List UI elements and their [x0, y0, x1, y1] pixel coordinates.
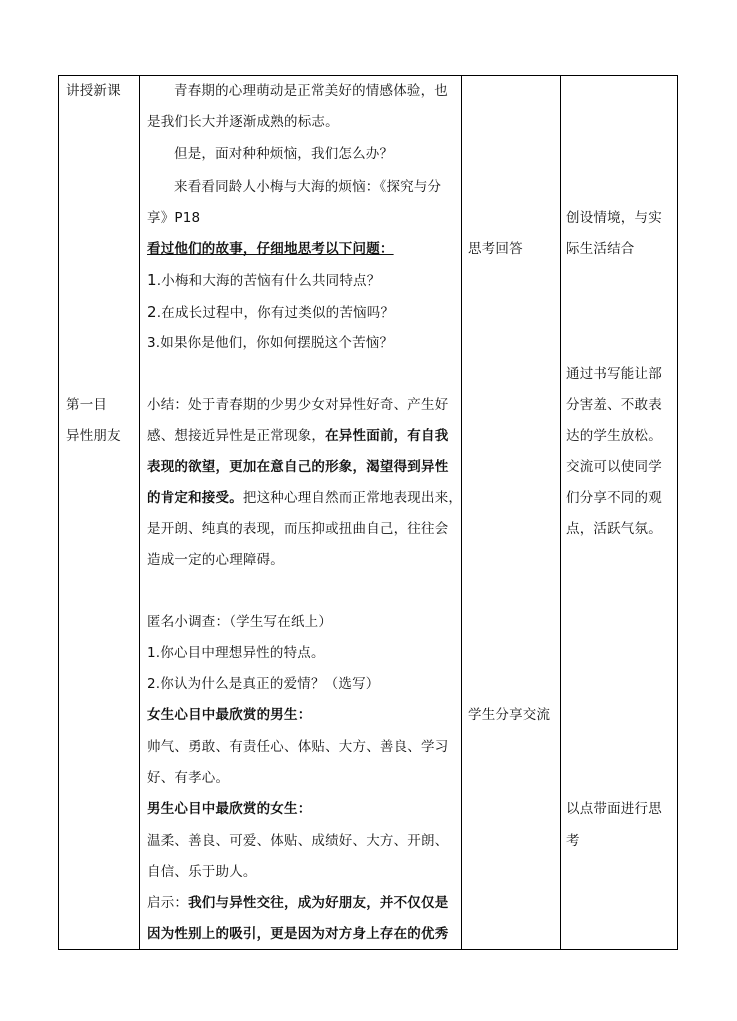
- insight-line: [147, 888, 448, 919]
- summary-text: 把这种心理自然而正常地表现出来，: [242, 490, 463, 506]
- question-1: [147, 265, 380, 297]
- question-2-number: 2: [147, 303, 157, 321]
- girls-answer-line: 帅气、勇敢、有责任心、体贴、大方、善良、学习: [147, 739, 449, 755]
- survey-question-1: 1.你心目中理想异性的特点。: [147, 645, 325, 661]
- design-intent-line: 际生活结合: [566, 241, 635, 257]
- summary-bold-text: 的肯定和接受。: [147, 490, 243, 506]
- insight-label: 启示：: [147, 895, 189, 911]
- question-2-text: .在成长过程中，你有过类似的苦恼吗？: [156, 305, 395, 321]
- design-intent-line: 创设情境，与实: [566, 210, 662, 226]
- question-2: [147, 297, 394, 329]
- summary-line: [147, 483, 462, 514]
- question-1-number: 1: [147, 271, 157, 289]
- question-3: 3.如果你是他们，你如何摆脱这个苦恼？: [147, 335, 394, 351]
- design-intent-line: 达的学生放松。: [566, 428, 662, 444]
- girls-answer-line: 好、有孝心。: [147, 770, 230, 786]
- design-intent-line: 通过书写能让部: [566, 366, 662, 382]
- boys-heading: 男生心目中最欣赏的女生：: [147, 801, 312, 817]
- survey-title: 匿名小调查：（学生写在纸上）: [147, 614, 333, 630]
- paragraph-line: 来看看同龄人小梅与大海的烦恼：《探究与分: [174, 179, 442, 195]
- summary-line: 表现的欲望，更加在意自己的形象，渴望得到异性: [147, 459, 449, 475]
- student-activity-2: 学生分享交流: [468, 707, 551, 723]
- section-label-topic-line2: 异性朋友: [66, 428, 121, 444]
- column-divider-1: [139, 76, 140, 949]
- column-divider-3: [560, 76, 561, 949]
- paragraph-line: 享》P18: [147, 210, 201, 226]
- design-intent-line: 分害羞、不敢表: [566, 397, 662, 413]
- insight-line: 因为性别上的吸引，更是因为对方身上存在的优秀: [147, 926, 449, 942]
- summary-line: 造成一定的心理障碍。: [147, 552, 284, 568]
- paragraph-line: 青春期的心理萌动是正常美好的情感体验，也: [174, 83, 448, 99]
- design-intent-line: 交流可以使同学: [566, 459, 662, 475]
- boys-answer-line: 温柔、善良、可爱、体贴、成绩好、大方、开朗、: [147, 833, 449, 849]
- insight-bold-text: 我们与异性交往，成为好朋友，并不仅仅是: [188, 895, 449, 911]
- section-label-topic-line1: 第一目: [66, 397, 108, 413]
- boys-answer-line: 自信、乐于助人。: [147, 864, 257, 880]
- design-intent-line: 们分享不同的观: [566, 490, 662, 506]
- design-intent-line: 考: [566, 833, 580, 849]
- summary-line: 小结：处于青春期的少男少女对异性好奇、产生好: [147, 397, 449, 413]
- question-1-text: .小梅和大海的苦恼有什么共同特点？: [156, 273, 381, 289]
- section-label-lecture: 讲授新课: [66, 83, 121, 99]
- summary-line: 是开朗、纯真的表现，而压抑或扭曲自己，往往会: [147, 521, 449, 537]
- summary-bold-text: 在异性面前，有自我: [325, 428, 449, 444]
- paragraph-line: 但是，面对种种烦恼，我们怎么办？: [174, 146, 394, 162]
- design-intent-line: 点，活跃气氛。: [566, 521, 662, 537]
- questions-heading: 看过他们的故事，仔细地思考以下问题：: [147, 241, 394, 257]
- summary-line: [147, 421, 448, 452]
- student-activity-1: 思考回答: [468, 241, 523, 257]
- lesson-plan-table: [58, 75, 678, 950]
- design-intent-line: 以点带面进行思: [566, 801, 662, 817]
- summary-text: 感、想接近异性是正常现象，: [147, 428, 326, 444]
- paragraph-line: 是我们长大并逐渐成熟的标志。: [147, 114, 339, 130]
- survey-question-2: 2.你认为什么是真正的爱情？（选写）: [147, 676, 380, 692]
- girls-heading: 女生心目中最欣赏的男生：: [147, 707, 312, 723]
